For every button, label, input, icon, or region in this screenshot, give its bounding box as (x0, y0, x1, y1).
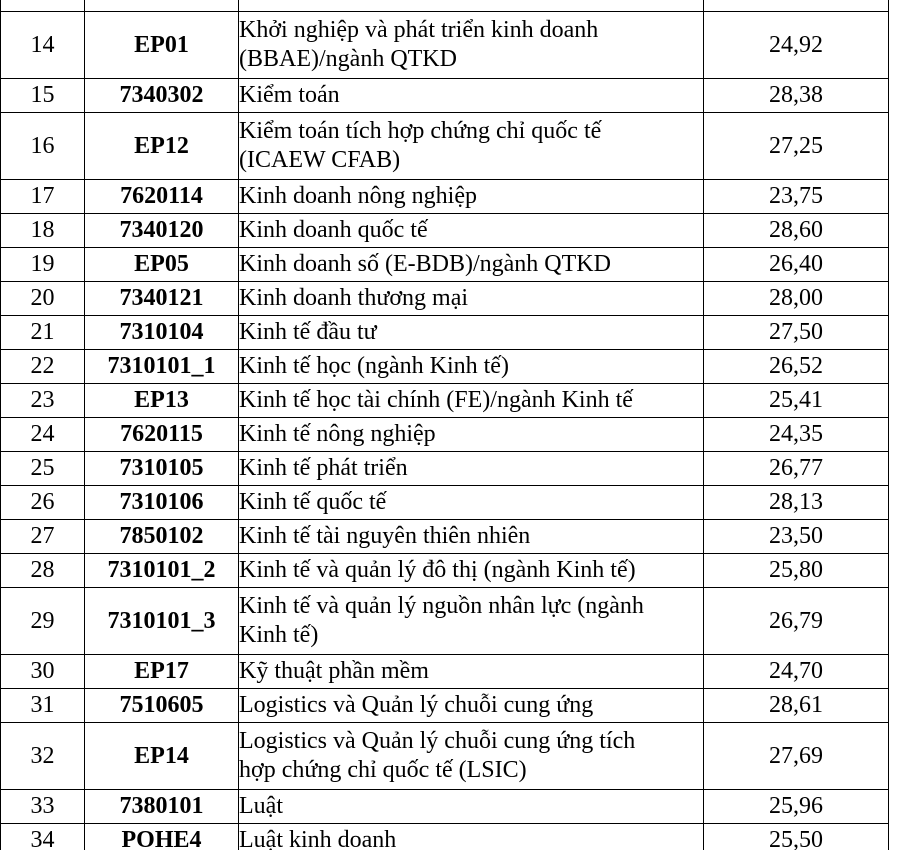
major-name (239, 723, 704, 790)
major-name-line: Logistics và Quản lý chuỗi cung ứng (239, 692, 594, 718)
major-name-line: Kinh tế phát triển (239, 455, 408, 481)
table-row (1, 113, 889, 180)
major-name (239, 248, 704, 282)
major-code: 7310106 (85, 486, 239, 520)
admission-score: 26,79 (704, 588, 889, 655)
major-name-line: Kinh tế tài nguyên thiên nhiên (239, 523, 531, 549)
major-name-line: Kinh doanh nông nghiệp (239, 183, 477, 209)
major-code: EP05 (85, 248, 239, 282)
row-number: 14 (1, 12, 85, 79)
major-code: 7310101_1 (85, 350, 239, 384)
table-row (1, 248, 889, 282)
major-name-line: hợp chứng chỉ quốc tế (LSIC) (239, 757, 527, 783)
row-number: 26 (1, 486, 85, 520)
row-number: 30 (1, 655, 85, 689)
major-code: EP12 (85, 113, 239, 180)
major-name (239, 790, 704, 824)
major-name (239, 350, 704, 384)
row-number: 31 (1, 689, 85, 723)
major-name (239, 486, 704, 520)
major-name (239, 655, 704, 689)
major-code: EP13 (85, 384, 239, 418)
admission-score: 24,70 (704, 655, 889, 689)
row-number: 29 (1, 588, 85, 655)
major-code: 7340121 (85, 282, 239, 316)
row-number: 17 (1, 180, 85, 214)
major-code: 7510605 (85, 689, 239, 723)
row-number: 28 (1, 554, 85, 588)
admission-score: 24,35 (704, 418, 889, 452)
table-row (1, 655, 889, 689)
major-name (239, 12, 704, 79)
admission-score: 25,50 (704, 824, 889, 850)
row-number: 34 (1, 824, 85, 850)
major-name (239, 180, 704, 214)
admission-score: 25,80 (704, 554, 889, 588)
table-row (1, 180, 889, 214)
admission-score: 26,40 (704, 248, 889, 282)
admission-score: 26,77 (704, 452, 889, 486)
major-name (239, 689, 704, 723)
major-name-line: Kinh tế nông nghiệp (239, 421, 436, 447)
admission-score: 25,41 (704, 384, 889, 418)
major-code: 7620115 (85, 418, 239, 452)
major-name (239, 282, 704, 316)
table-row (1, 282, 889, 316)
major-name (239, 79, 704, 113)
major-name (239, 554, 704, 588)
major-code: 7340302 (85, 79, 239, 113)
major-name-line: Luật (239, 793, 283, 819)
admission-score: 28,60 (704, 214, 889, 248)
table-row (1, 824, 889, 850)
row-number: 25 (1, 452, 85, 486)
major-name-line: Kinh tế quốc tế (239, 489, 387, 515)
row-number: 32 (1, 723, 85, 790)
table-row-cut-top (1, 0, 889, 12)
table-row (1, 588, 889, 655)
row-number: 23 (1, 384, 85, 418)
major-name-line: Kinh tế) (239, 622, 319, 648)
major-code: 7340120 (85, 214, 239, 248)
admission-score: 24,92 (704, 12, 889, 79)
major-name (239, 418, 704, 452)
major-name-line: Kinh doanh số (E-BDB)/ngành QTKD (239, 251, 611, 277)
table-row (1, 452, 889, 486)
major-name-line: Kỹ thuật phần mềm (239, 658, 429, 684)
table-body (1, 0, 889, 850)
admission-score: 27,69 (704, 723, 889, 790)
table-row (1, 79, 889, 113)
cut-cell (239, 0, 704, 12)
cut-cell (704, 0, 889, 12)
table-row (1, 520, 889, 554)
admission-score: 23,75 (704, 180, 889, 214)
row-number: 18 (1, 214, 85, 248)
admission-score: 27,50 (704, 316, 889, 350)
major-code: 7620114 (85, 180, 239, 214)
major-name-line: Kiểm toán (239, 82, 340, 108)
major-name-line: Khởi nghiệp và phát triển kinh doanh (239, 17, 599, 43)
major-name (239, 588, 704, 655)
row-number: 27 (1, 520, 85, 554)
cut-cell (1, 0, 85, 12)
major-name-line: Logistics và Quản lý chuỗi cung ứng tích (239, 728, 636, 754)
admission-score: 28,00 (704, 282, 889, 316)
major-name (239, 384, 704, 418)
major-name-line: Kinh tế và quản lý nguồn nhân lực (ngành (239, 593, 644, 619)
major-code: 7850102 (85, 520, 239, 554)
major-name-line: Kinh tế và quản lý đô thị (ngành Kinh tế) (239, 557, 636, 583)
major-name-line: Kinh doanh quốc tế (239, 217, 428, 243)
major-code: 7310104 (85, 316, 239, 350)
table-row (1, 554, 889, 588)
row-number: 33 (1, 790, 85, 824)
table-row (1, 689, 889, 723)
major-code: EP01 (85, 12, 239, 79)
cut-cell (85, 0, 239, 12)
table-row (1, 384, 889, 418)
row-number: 16 (1, 113, 85, 180)
major-name (239, 520, 704, 554)
table-row (1, 214, 889, 248)
major-name (239, 113, 704, 180)
major-name-line: Kinh doanh thương mại (239, 285, 469, 311)
row-number: 21 (1, 316, 85, 350)
table-row (1, 486, 889, 520)
row-number: 20 (1, 282, 85, 316)
table-row (1, 350, 889, 384)
admission-score: 28,38 (704, 79, 889, 113)
table-row (1, 723, 889, 790)
major-name (239, 316, 704, 350)
major-name-line: Kinh tế học tài chính (FE)/ngành Kinh tế (239, 387, 633, 413)
admission-score: 23,50 (704, 520, 889, 554)
admission-score: 27,25 (704, 113, 889, 180)
table-row (1, 316, 889, 350)
admission-score: 28,61 (704, 689, 889, 723)
major-name (239, 214, 704, 248)
admission-score: 25,96 (704, 790, 889, 824)
row-number: 15 (1, 79, 85, 113)
major-name-line: (ICAEW CFAB) (239, 147, 401, 173)
major-code: EP17 (85, 655, 239, 689)
major-name-line: Kiểm toán tích hợp chứng chỉ quốc tế (239, 118, 602, 144)
table-row (1, 790, 889, 824)
major-code: POHE4 (85, 824, 239, 850)
major-name (239, 452, 704, 486)
admission-score: 28,13 (704, 486, 889, 520)
row-number: 24 (1, 418, 85, 452)
row-number: 19 (1, 248, 85, 282)
major-code: 7310101_2 (85, 554, 239, 588)
major-code: 7380101 (85, 790, 239, 824)
major-code: 7310105 (85, 452, 239, 486)
major-name-line: Kinh tế đầu tư (239, 319, 377, 345)
row-number: 22 (1, 350, 85, 384)
admission-score: 26,52 (704, 350, 889, 384)
major-code: 7310101_3 (85, 588, 239, 655)
table-row (1, 418, 889, 452)
major-name (239, 824, 704, 850)
table-row (1, 12, 889, 79)
major-name-line: (BBAE)/ngành QTKD (239, 46, 457, 72)
major-name-line: Kinh tế học (ngành Kinh tế) (239, 353, 509, 379)
major-code: EP14 (85, 723, 239, 790)
major-name-line: Luật kinh doanh (239, 827, 397, 850)
